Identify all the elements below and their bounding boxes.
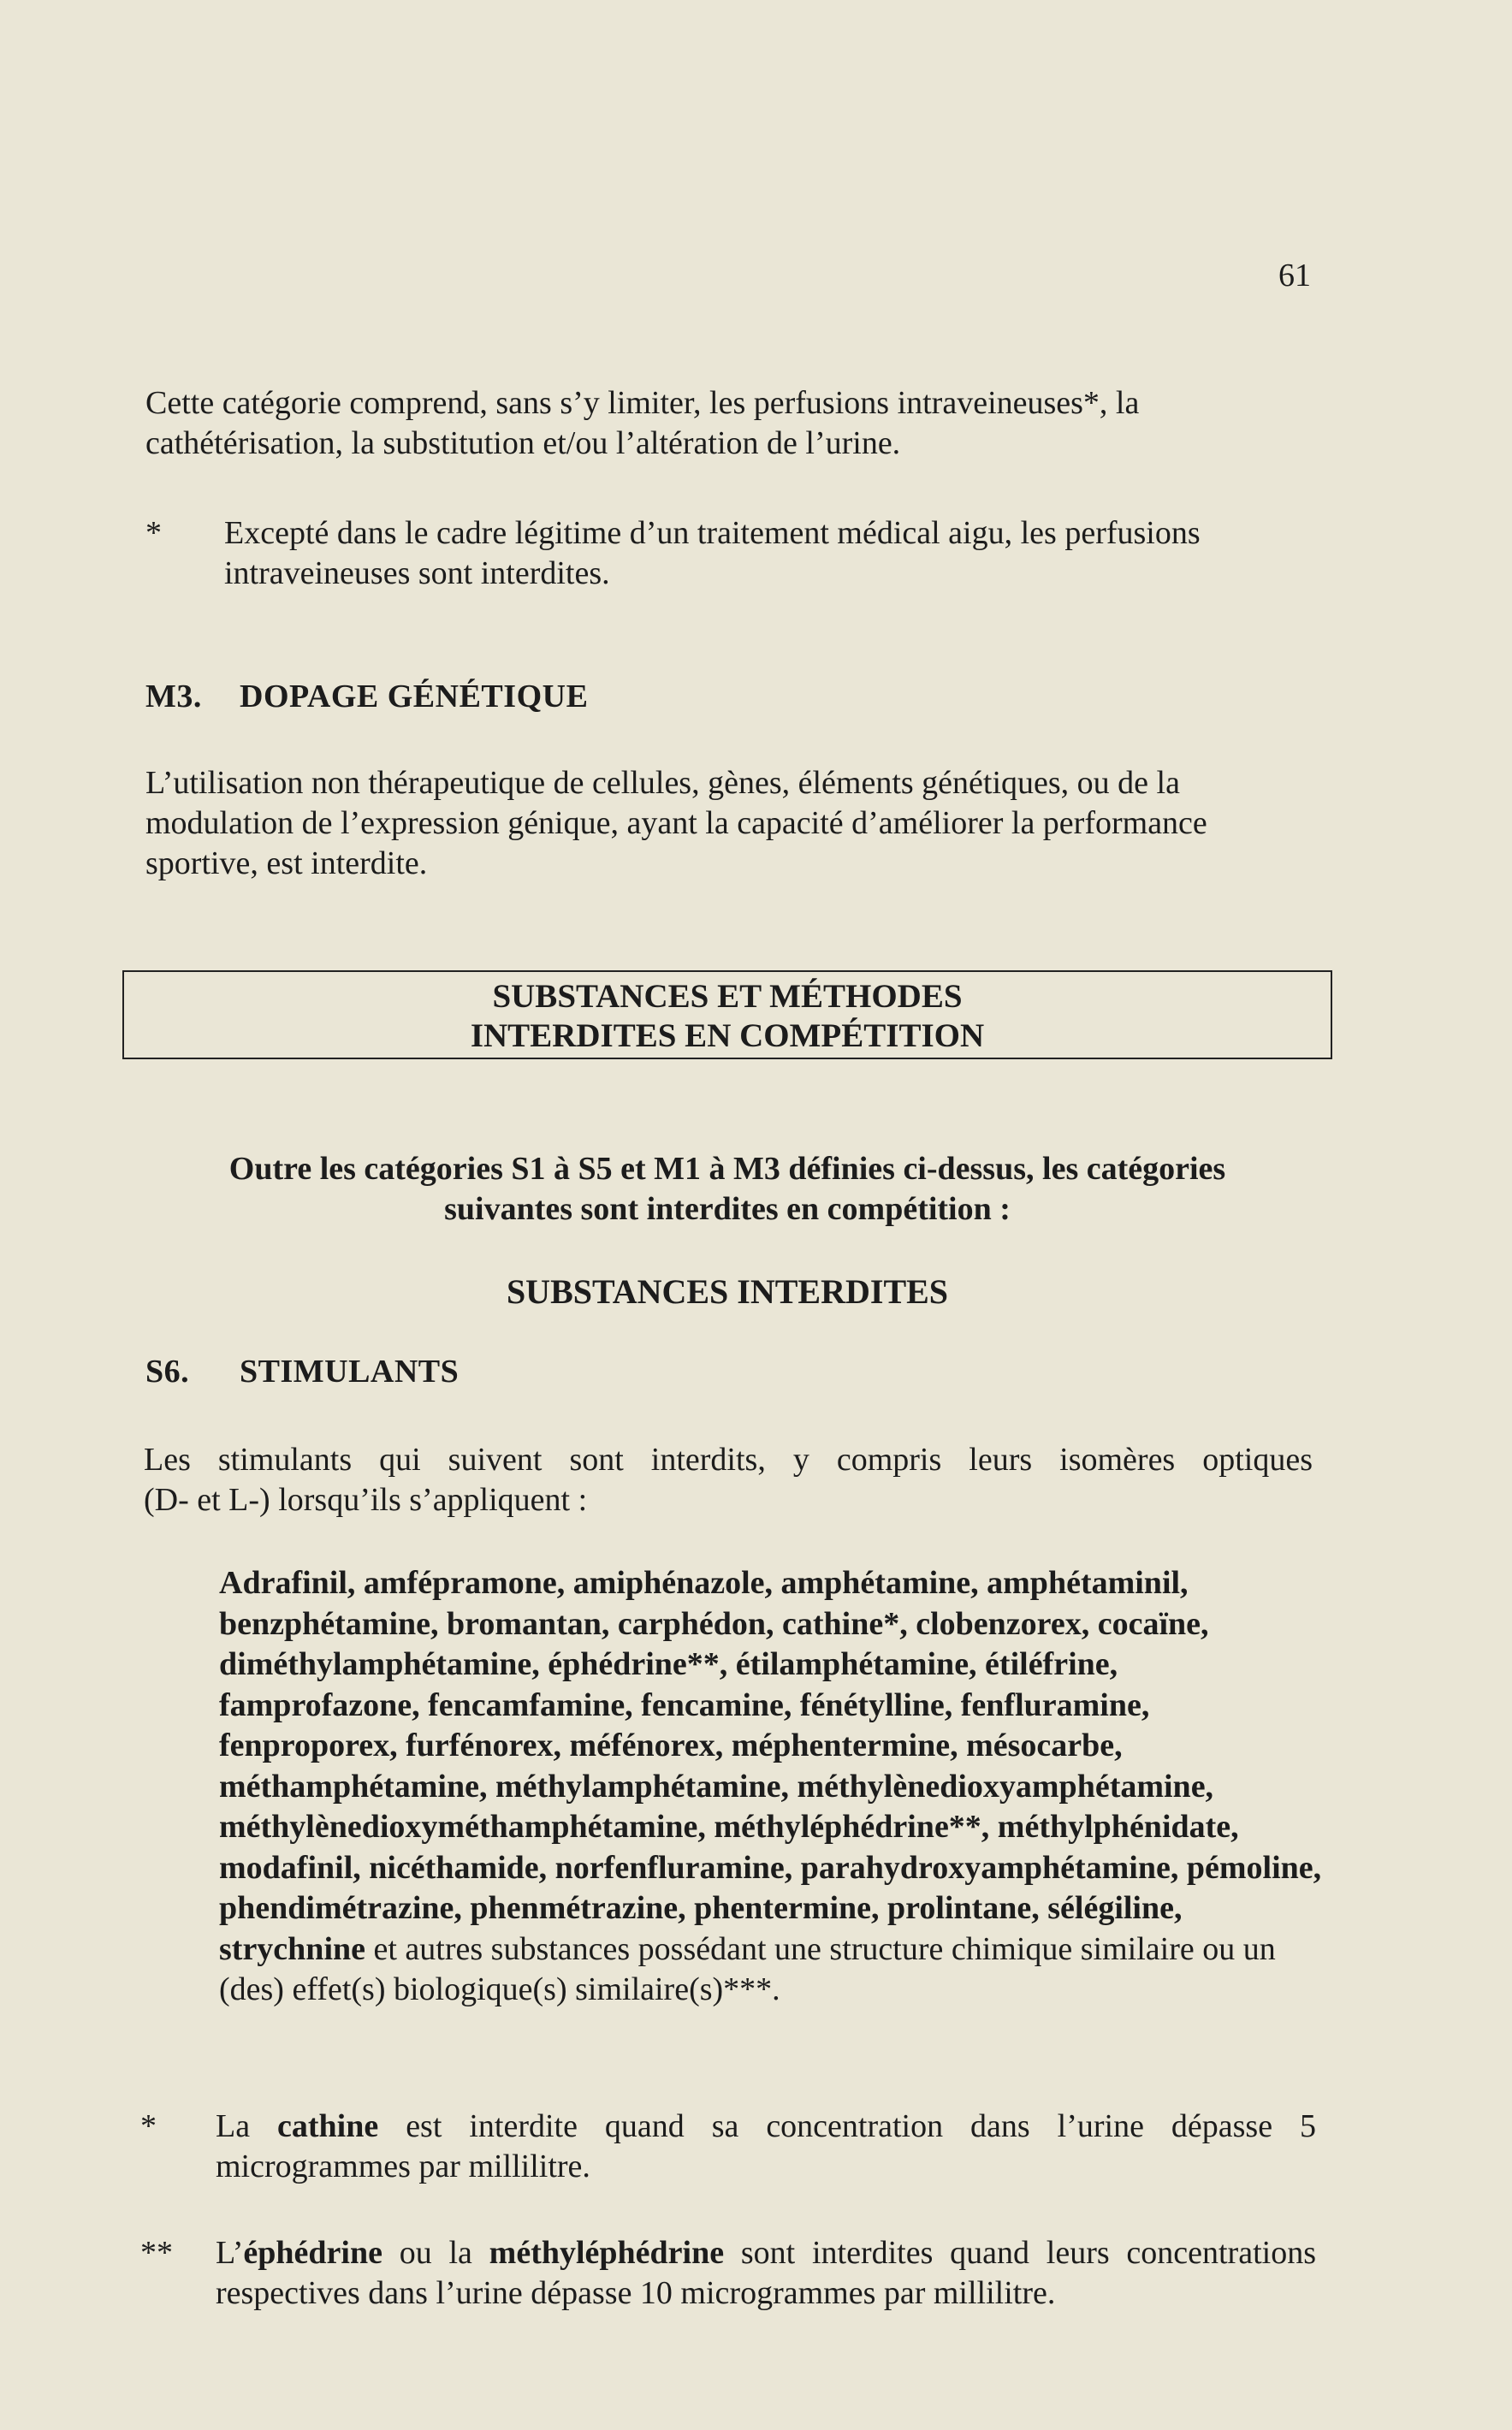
m3-code: M3. (145, 679, 202, 714)
s6-intro-line2: (D- et L-) lorsqu’ils s’appliquent : (144, 1482, 588, 1518)
m3-title: DOPAGE GÉNÉTIQUE (240, 679, 589, 714)
section-title: SUBSTANCES INTERDITES (506, 1272, 949, 1311)
intro-footnote (145, 513, 1318, 595)
footnote-text (216, 2233, 1316, 2314)
footnote-post: sont interdites quand leurs concentrations respectives dans l’urine dépasse 10 microgrammes par millilitre. (216, 2235, 1316, 2311)
m3-heading (145, 678, 588, 715)
competition-note-line2: suivantes sont interdites en compétition : (444, 1191, 1011, 1227)
stimulants-list (219, 1563, 1323, 2011)
footnote-mark: * (140, 2108, 157, 2144)
footnote-pre: L’ (216, 2235, 244, 2271)
stimulants-tail: et autres substances possédant une structure chimique similaire ou un (des) effet(s) biologique(s) similaire(s)***. (219, 1930, 1276, 2007)
s6-code: S6. (145, 1354, 190, 1390)
footnote-mark: ** (140, 2235, 173, 2271)
s6-intro (144, 1440, 1313, 1520)
competition-note-line1: Outre les catégories S1 à S5 et M1 à M3 définies ci-dessus, les catégories (228, 1151, 1226, 1187)
s6-heading (145, 1353, 459, 1390)
footnote-text: Excepté dans le cadre légitime d’un traitement médical aigu, les perfusions intraveineuses sont interdites. (224, 515, 1201, 591)
footnote-mark: * (145, 515, 162, 551)
footnote-mid: ou la (382, 2235, 489, 2271)
ephedrine-footnote (140, 2233, 1318, 2353)
footnote-bold-1: éphédrine (243, 2235, 382, 2271)
stimulants-bold: Adrafinil, amfépramone, amiphénazole, amphétamine, amphétaminil, benzphétamine, bromantan, carphédon, cathine*, clobenzorex, cocaïne, diméthylamphétamine, éphédrine**, étilamphétamine, étiléfrine, famprofazone, fencamfamine, fencamine, fénétylline, fenfluramine, fenproporex, furfénorex, méfénorex, méphentermine, mésocarbe, méthamphétamine, méthylamphétamine, méthylènedioxyamphétamine, méthylènedioxyméthamphétamine, méthyléphédrine**, méthylphénidate, modafinil, nicéthamide, norfenfluramine, parahydroxyamphétamine, pémoline, phendimétrazine, phenmétrazine, phentermine, prolintane, sélégiline, strychnine (219, 1565, 1322, 1967)
s6-intro-line1: Les stimulants qui suivent sont interdits, y compris leurs isomères optiques (144, 1442, 1313, 1478)
box-title-line1: SUBSTANCES ET MÉTHODES (492, 978, 963, 1015)
page-number: 61 (1278, 258, 1311, 293)
footnote-post: est interdite quand sa concentration dans l’urine dépasse 5 microgrammes par millilitre. (216, 2108, 1317, 2184)
s6-title: STIMULANTS (240, 1354, 460, 1390)
footnote-bold-2: méthyléphédrine (489, 2235, 725, 2271)
footnote-text (216, 2107, 1316, 2187)
intro-paragraph: Cette catégorie comprend, sans s’y limiter, les perfusions intraveineuses*, la cathétérisation, la substitution et/ou l’altération de l’urine. (145, 385, 1140, 461)
cathine-footnote (140, 2107, 1318, 2188)
footnote-bold: cathine (277, 2108, 379, 2144)
competition-note (122, 1149, 1332, 1230)
box-title-line2: INTERDITES EN COMPÉTITION (470, 1017, 985, 1054)
footnote-pre: La (216, 2108, 278, 2144)
m3-paragraph: L’utilisation non thérapeutique de cellules, gènes, éléments génétiques, ou de la modulation de l’expression génique, ayant la capacité d’améliorer la performance sportive, est interdite. (145, 765, 1207, 881)
competition-box-title (122, 970, 1332, 1059)
